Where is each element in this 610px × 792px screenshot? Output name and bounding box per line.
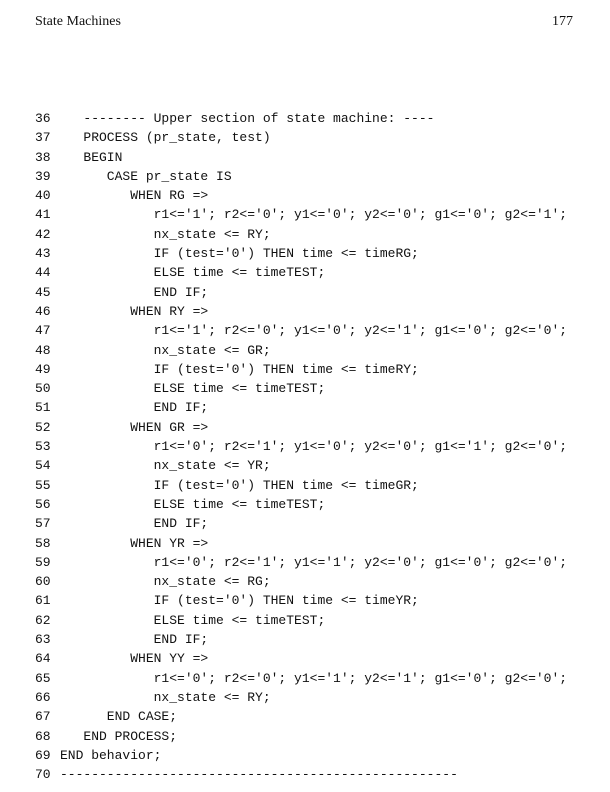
code-line <box>0 148 610 167</box>
line-number: 62 <box>35 612 51 628</box>
code-listing <box>0 109 610 784</box>
code-line <box>0 244 610 263</box>
line-code: IF (test='0') THEN time <= timeRY; <box>60 361 419 377</box>
line-number: 56 <box>35 496 51 512</box>
line-code: ELSE time <= timeTEST; <box>60 612 326 628</box>
line-code: BEGIN <box>60 149 123 165</box>
chapter-title: State Machines <box>35 14 121 29</box>
line-number: 61 <box>35 593 51 609</box>
code-line <box>0 167 610 186</box>
line-number: 52 <box>35 419 51 435</box>
code-line <box>0 688 610 707</box>
line-code: END IF; <box>60 516 209 532</box>
code-line <box>0 630 610 649</box>
line-number: 50 <box>35 381 51 397</box>
line-code: -------- Upper section of state machine: ---- <box>60 111 435 126</box>
line-code: END IF; <box>60 400 209 416</box>
code-line <box>0 321 610 340</box>
code-line <box>0 128 610 147</box>
line-code: nx_state <= RY; <box>60 226 271 242</box>
page-number: 177 <box>552 14 573 29</box>
line-number: 60 <box>35 574 51 590</box>
line-code: IF (test='0') THEN time <= timeGR; <box>60 477 419 493</box>
code-line <box>0 283 610 302</box>
line-code: END IF; <box>60 284 209 300</box>
line-number: 55 <box>35 477 51 493</box>
line-number: 57 <box>35 516 51 532</box>
running-head <box>35 14 573 34</box>
code-line <box>0 418 610 437</box>
line-code: nx_state <= RY; <box>60 689 271 705</box>
code-line <box>0 360 610 379</box>
code-line <box>0 263 610 282</box>
line-code: --------------------------------------------------- <box>60 767 458 783</box>
line-number: 37 <box>35 130 51 146</box>
code-line <box>0 746 610 765</box>
line-number: 67 <box>35 709 51 725</box>
code-line <box>0 765 610 784</box>
code-line <box>0 611 610 630</box>
line-code: PROCESS (pr_state, test) <box>60 130 271 146</box>
line-code: r1<='1'; r2<='0'; y1<='0'; y2<='1'; g1<='0'; g2<='0'; <box>60 323 568 339</box>
code-line <box>0 205 610 224</box>
code-line <box>0 514 610 533</box>
code-line <box>0 669 610 688</box>
code-line <box>0 572 610 591</box>
line-number: 44 <box>35 265 51 281</box>
line-number: 68 <box>35 728 51 744</box>
line-code: r1<='0'; r2<='0'; y1<='1'; y2<='1'; g1<='0'; g2<='0'; <box>60 670 568 686</box>
line-number: 54 <box>35 458 51 474</box>
line-code: END behavior; <box>60 747 162 763</box>
code-line <box>0 398 610 417</box>
line-code: WHEN RG => <box>60 188 209 204</box>
line-code: END IF; <box>60 632 209 648</box>
code-line <box>0 534 610 553</box>
line-number: 63 <box>35 632 51 648</box>
line-number: 38 <box>35 149 51 165</box>
code-line <box>0 456 610 475</box>
code-line <box>0 495 610 514</box>
line-number: 53 <box>35 439 51 455</box>
code-line <box>0 553 610 572</box>
line-number: 47 <box>35 323 51 339</box>
line-code: IF (test='0') THEN time <= timeRG; <box>60 246 419 262</box>
line-number: 42 <box>35 226 51 242</box>
code-line <box>0 379 610 398</box>
line-number: 48 <box>35 342 51 358</box>
line-number: 66 <box>35 689 51 705</box>
line-number: 49 <box>35 361 51 377</box>
line-code: ELSE time <= timeTEST; <box>60 496 326 512</box>
line-code: END CASE; <box>60 709 178 725</box>
line-number: 59 <box>35 554 51 570</box>
code-line <box>0 707 610 726</box>
line-code: nx_state <= RG; <box>60 574 271 590</box>
line-number: 45 <box>35 284 51 300</box>
line-number: 39 <box>35 168 51 184</box>
code-line <box>0 225 610 244</box>
line-code: WHEN GR => <box>60 419 209 435</box>
line-code: r1<='0'; r2<='1'; y1<='1'; y2<='0'; g1<='0'; g2<='0'; <box>60 554 568 570</box>
line-code: ELSE time <= timeTEST; <box>60 265 326 281</box>
code-line <box>0 341 610 360</box>
line-code: nx_state <= GR; <box>60 342 271 358</box>
line-code: IF (test='0') THEN time <= timeYR; <box>60 593 419 609</box>
code-line <box>0 591 610 610</box>
line-code: ELSE time <= timeTEST; <box>60 381 326 397</box>
line-code: WHEN RY => <box>60 303 209 319</box>
code-line <box>0 649 610 668</box>
line-number: 43 <box>35 246 51 262</box>
code-line <box>0 727 610 746</box>
line-code: WHEN YR => <box>60 535 209 551</box>
line-number: 70 <box>35 767 51 783</box>
line-code: r1<='1'; r2<='0'; y1<='0'; y2<='0'; g1<='0'; g2<='1'; <box>60 207 568 223</box>
line-number: 41 <box>35 207 51 223</box>
line-number: 64 <box>35 651 51 667</box>
line-number: 69 <box>35 747 51 763</box>
line-number: 40 <box>35 188 51 204</box>
line-number: 51 <box>35 400 51 416</box>
code-line <box>0 109 610 128</box>
line-code: WHEN YY => <box>60 651 209 667</box>
line-code: CASE pr_state IS <box>60 168 232 184</box>
code-line <box>0 476 610 495</box>
line-number: 58 <box>35 535 51 551</box>
line-code: r1<='0'; r2<='1'; y1<='0'; y2<='0'; g1<='1'; g2<='0'; <box>60 439 568 455</box>
line-number: 65 <box>35 670 51 686</box>
code-line <box>0 302 610 321</box>
line-code: nx_state <= YR; <box>60 458 271 474</box>
line-code: END PROCESS; <box>60 728 178 744</box>
line-number: 46 <box>35 303 51 319</box>
line-number: 36 <box>35 111 51 126</box>
code-line <box>0 186 610 205</box>
code-line <box>0 437 610 456</box>
